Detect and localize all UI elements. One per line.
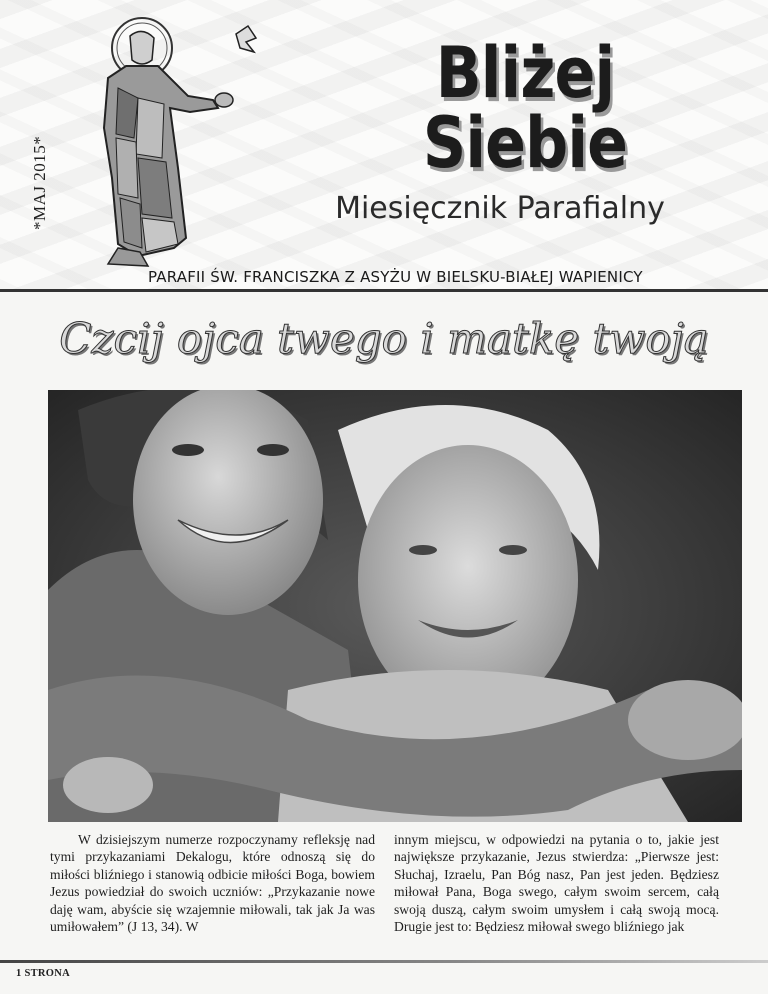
article-column-right: innym miejscu, w odpowiedzi na pytania o to, jakie jest największe przykazanie, Jezus stwierdza: „Pierwsze jest: Słuchaj, Izraelu, Pan Bóg nasz, Pan jest jeden. Będziesz miłował Pana, Boga swego, całym swoim sercem, całą swoją duszą, całym swoim umysłem i całą swoją mocą. Drugie jest to: Będziesz miłował swego bliźniego jak xyxy=(394,832,719,935)
footer-divider xyxy=(0,960,768,963)
article-column-left: W dzisiejszym numerze rozpoczynamy refleksję nad tymi przykazaniami Dekalogu, które odnoszą się do miłości bliźniego i stanowią odbicie miłości Boga, bowiem Jezus powiedział do swoich uczniów: „Przykazanie nowe daję wam, abyście się wzajemnie miłowali, tak jak Ja was umiłowałem” (J 13, 34). W xyxy=(50,832,375,935)
saint-francis-illustration xyxy=(78,8,278,270)
issue-date: *MAJ 2015* xyxy=(30,135,49,230)
article-photo xyxy=(48,390,742,822)
header-divider xyxy=(0,289,768,292)
masthead-subtitle: Miesięcznik Parafialny xyxy=(335,191,665,226)
masthead xyxy=(0,0,768,290)
page-number-label: 1 STRONA xyxy=(16,968,71,979)
masthead-title: Bliżej Siebie xyxy=(422,32,628,184)
article-headline: Czcij ojca twego i matkę twoją xyxy=(59,314,709,363)
parish-name: PARAFII ŚW. FRANCISZKA Z ASYŻU W BIELSKU-BIAŁEJ WAPIENICY xyxy=(148,268,643,286)
